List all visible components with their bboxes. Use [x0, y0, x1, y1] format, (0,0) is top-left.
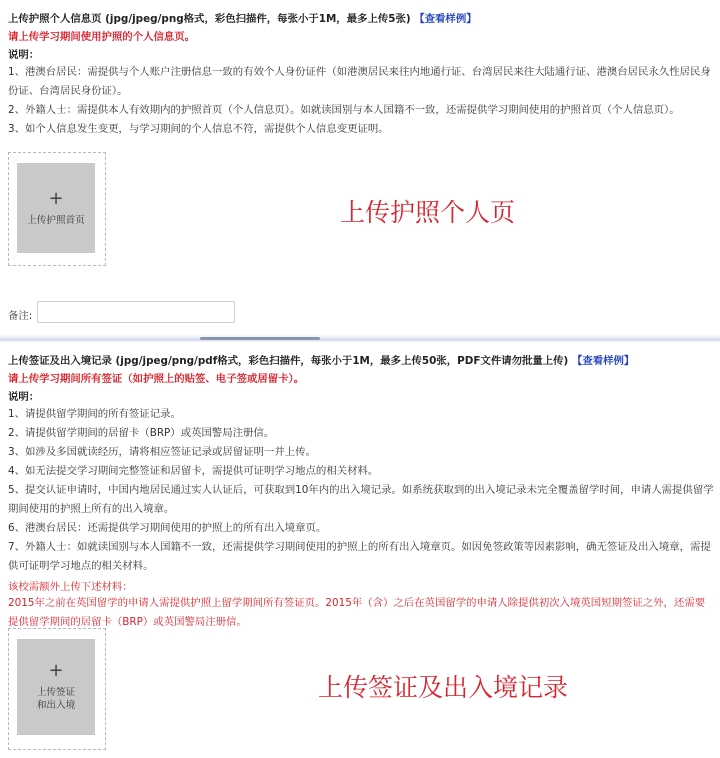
visa-note-item: 4、如无法提交学习期间完整签证和居留卡，需提供可证明学习地点的相关材料。 [8, 465, 379, 477]
visa-note-item: 1、请提供留学期间的所有签证记录。 [8, 408, 181, 420]
passport-note-item: 1、港澳台居民：需提供与个人账户注册信息一致的有效个人身份证件（如港澳居民来往内地通行证、台湾居民来往大陆通行证、港澳台居民永久性居民身份证、台湾居民身份证）。 [8, 66, 711, 97]
remark-input[interactable] [37, 301, 235, 323]
plus-icon: + [48, 187, 64, 209]
visa-note-item: 7、外籍人士：如就读国别与本人国籍不一致，还需提供学习期间使用的护照上的所有出入境章页。如因免签政策等因素影响，确无签证及出入境章，需提供可证明学习地点的相关材料。 [8, 541, 711, 572]
visa-extra-text: 2015年之前在英国留学的申请人需提供护照上留学期间所有签证页。2015年（含）之后在英国留学的申请人除提供初次入境英国短期签证之外，还需要提供留学期间的居留卡（BRP）或英国警局注册信。 [8, 597, 706, 628]
visa-big-label: 上传签证及出入境记录 [318, 673, 569, 702]
passport-upload-button[interactable] [17, 163, 95, 253]
visa-red-note: 请上传学习期间所有签证（如护照上的贴签、电子签或居留卡）。 [8, 373, 305, 385]
passport-red-note: 请上传学习期间使用护照的个人信息页。 [8, 31, 196, 43]
visa-upload-section [0, 342, 720, 758]
visa-note-item: 3、如涉及多国就读经历，请将相应签证记录或居留证明一并上传。 [8, 446, 316, 458]
passport-sample-link[interactable]: 【查看样例】 [414, 13, 477, 25]
visa-note-item: 5、提交认证申请时，中国内地居民通过实人认证后，可获取到10年内的出入境记录。如系统获取到的出入境记录未完全覆盖留学时间，申请人需提供留学期间使用的护照上所有的出入境章。 [8, 484, 714, 515]
visa-section-heading [8, 352, 634, 367]
passport-upload-section [0, 0, 720, 338]
visa-extra-heading: 该校需额外上传下述材料： [8, 581, 133, 593]
visa-upload-text-line2: 和出入境 [36, 700, 76, 711]
plus-icon: + [48, 660, 64, 681]
passport-big-label: 上传护照个人页 [340, 198, 516, 227]
visa-note-item: 6、港澳台居民：还需提供学习期间使用的护照上的所有出入境章页。 [8, 522, 327, 534]
visa-upload-text-line1: 上传签证 [36, 687, 76, 698]
visa-heading-text: 上传签证及出入境记录 (jpg/jpeg/png/pdf格式，彩色扫描件，每张小于1M，最多上传50张，PDF文件请勿批量上传) [8, 355, 569, 367]
visa-upload-button[interactable] [17, 639, 95, 735]
visa-sample-link[interactable]: 【查看样例】 [571, 355, 635, 367]
remark-label: 备注: [8, 310, 33, 322]
passport-upload-frame [8, 152, 106, 266]
visa-notes-label: 说明： [8, 391, 40, 403]
passport-note-item: 3、如个人信息发生变更，与学习期间的个人信息不符，需提供个人信息变更证明。 [8, 123, 389, 135]
divider-scroll-handle [200, 337, 320, 340]
passport-note-item: 2、外籍人士：需提供本人有效期内的护照首页（个人信息页）。如就读国别与本人国籍不一致，还需提供学习期间使用的护照首页（个人信息页）。 [8, 104, 680, 116]
passport-heading-text: 上传护照个人信息页 (jpg/jpeg/png格式，彩色扫描件，每张小于1M，最多上传5张) [8, 13, 411, 25]
passport-upload-text: 上传护照首页 [27, 214, 85, 226]
passport-section-heading [8, 10, 477, 25]
passport-notes-label: 说明： [8, 49, 40, 61]
visa-note-item: 2、请提供留学期间的居留卡（BRP）或英国警局注册信。 [8, 427, 275, 439]
visa-upload-frame [8, 628, 106, 750]
